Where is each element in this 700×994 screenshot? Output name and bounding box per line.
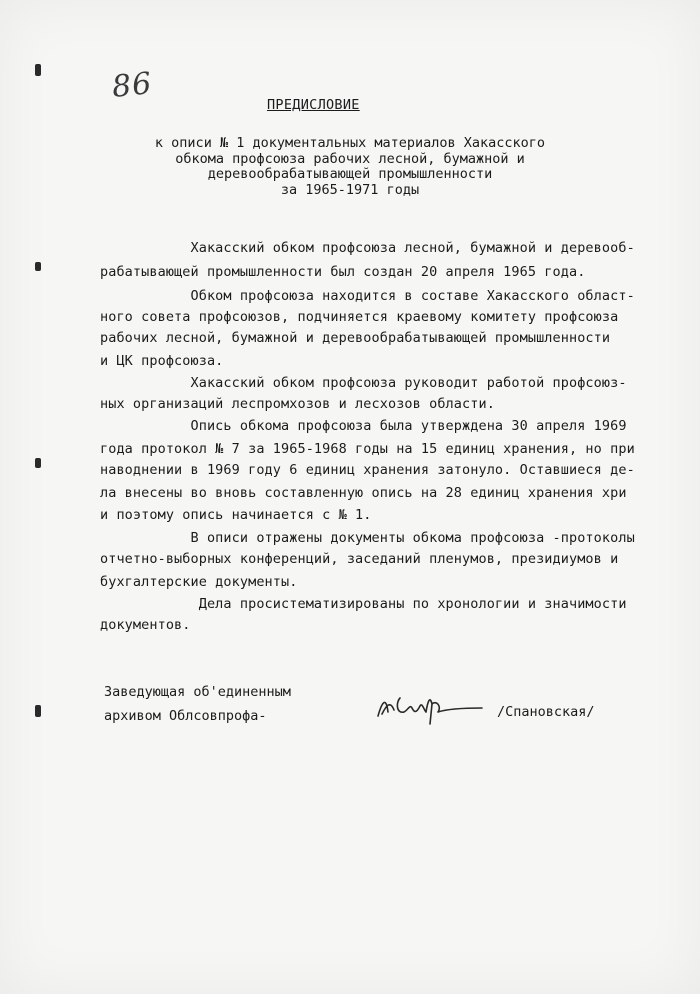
archive-page-number: 86 xyxy=(110,65,154,106)
body-text-line: ла внесены во вновь составленную опись на 28 единиц хранения хри xyxy=(100,485,627,501)
body-text-line: года протокол № 7 за 1965-1968 годы на 15 единиц хранения, но при xyxy=(100,441,635,457)
body-text-line: ного совета профсоюзов, подчиняется краевому комитету профсоюза xyxy=(100,309,619,325)
body-text-line: Хакасский обком профсоюза лесной, бумажной и деревооб- xyxy=(100,240,635,256)
body-text-line: рабатывающей промышленности был создан 20 апреля 1965 года. xyxy=(100,264,586,280)
binding-hole-mark xyxy=(35,458,41,468)
body-text-line: и ЦК профсоюза. xyxy=(100,353,224,369)
body-text-line: бухгалтерские документы. xyxy=(100,574,298,590)
body-text-line: наводнении в 1969 году 6 единиц хранения затонуло. Оставшиеся де- xyxy=(100,462,635,478)
body-text-line: документов. xyxy=(100,617,191,633)
handwritten-signature xyxy=(372,686,487,726)
document-subtitle xyxy=(100,136,600,198)
binding-hole-mark xyxy=(35,705,41,717)
binding-hole-mark xyxy=(35,262,41,271)
signatory-position-line: Заведующая об'единенным xyxy=(104,684,291,700)
body-text-line: рабочих лесной, бумажной и деревообрабатывающей промышленности xyxy=(100,330,611,346)
subtitle-line: деревообрабатывающей промышленности xyxy=(207,166,493,182)
subtitle-line: обкома профсоюза рабочих лесной, бумажной и xyxy=(175,150,525,167)
signatory-position-line: архивом Облсовпрофа- xyxy=(104,708,267,724)
signer-name: /Спановская/ xyxy=(497,704,595,720)
body-text-line: ных организаций леспромхозов и лесхозов области. xyxy=(100,396,495,412)
binding-hole-mark xyxy=(35,64,41,76)
subtitle-line: за 1965-1971 годы xyxy=(280,181,420,198)
document-title: ПРЕДИСЛОВИЕ xyxy=(267,97,360,113)
body-text-line: Хакасский обком профсоюза руководит работой профсоюз- xyxy=(100,375,627,391)
subtitle-line: к описи № 1 документальных материалов Хакасского xyxy=(154,135,546,151)
body-text-line: В описи отражены документы обкома профсоюза -протоколы xyxy=(100,530,635,546)
body-text-line: и поэтому опись начинается с № 1. xyxy=(100,507,372,523)
body-text-line: Обком профсоюза находится в составе Хакасского област- xyxy=(100,288,635,304)
body-text-line: отчетно-выборных конференций, заседаний пленумов, президиумов и xyxy=(100,551,619,567)
body-text-line: Опись обкома профсоюза была утверждена 30 апреля 1969 xyxy=(100,418,627,434)
body-text-line: Дела просистематизированы по хронологии и значимости xyxy=(100,596,627,612)
signature-block xyxy=(104,680,291,728)
